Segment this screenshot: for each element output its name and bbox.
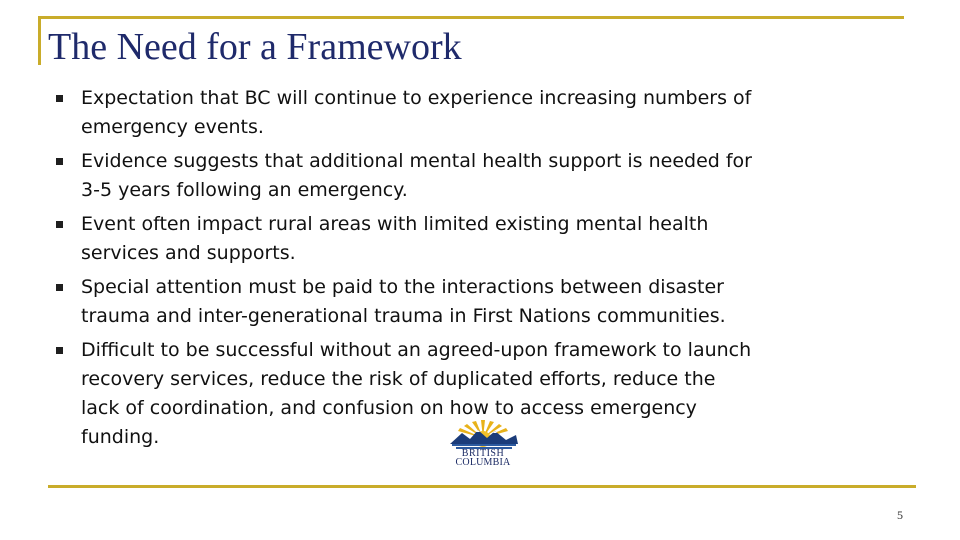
bullet-text: Event often impact rural areas with limited existing mental health services and supports. bbox=[81, 213, 709, 264]
list-item bbox=[54, 210, 754, 268]
square-bullet-icon bbox=[56, 158, 63, 165]
bullet-list bbox=[54, 84, 754, 457]
square-bullet-icon bbox=[56, 95, 63, 102]
square-bullet-icon bbox=[56, 284, 63, 291]
bullet-text: Special attention must be paid to the interactions between disaster trauma and inter-generational trauma in First Nations communities. bbox=[81, 276, 726, 328]
list-item bbox=[54, 273, 754, 331]
sun-mountain-icon bbox=[442, 418, 524, 450]
slide-title: The Need for a Framework bbox=[48, 26, 462, 68]
list-item bbox=[54, 336, 754, 451]
bullet-text: Evidence suggests that additional mental health support is needed for 3-5 years following an emergency. bbox=[81, 150, 752, 201]
square-bullet-icon bbox=[56, 221, 63, 228]
left-rule bbox=[38, 16, 41, 65]
british-columbia-logo bbox=[442, 418, 524, 470]
square-bullet-icon bbox=[56, 347, 63, 354]
logo-text-british: BRITISH bbox=[461, 448, 505, 459]
list-item bbox=[54, 84, 754, 142]
top-rule bbox=[38, 16, 904, 19]
logo-text-columbia: COLUMBIA bbox=[455, 457, 511, 468]
bullet-text: Difficult to be successful without an agreed-upon framework to launch recovery services, reduce the risk of duplicated efforts, reduce the lack of coordination, and confusion on how to access emergency funding. bbox=[81, 339, 752, 448]
bullet-text: Expectation that BC will continue to experience increasing numbers of emergency events. bbox=[81, 87, 752, 138]
page-number: 5 bbox=[897, 508, 903, 522]
bottom-rule bbox=[48, 485, 916, 488]
list-item bbox=[54, 147, 754, 205]
